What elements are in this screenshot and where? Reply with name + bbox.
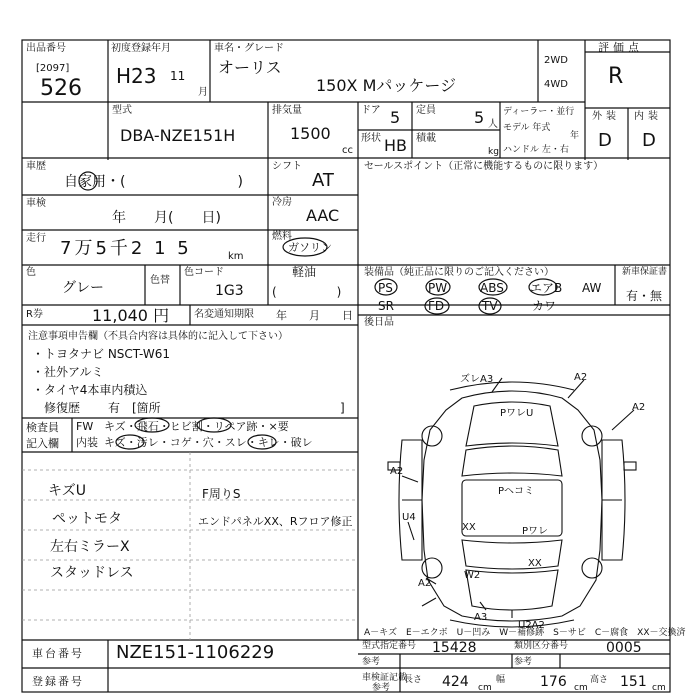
length-value: 424 <box>442 674 469 690</box>
remark-right-1: F周りS <box>202 487 241 501</box>
first-reg-label: 初度登録年月 <box>111 43 171 54</box>
person-unit: 人 <box>488 119 498 130</box>
inspector-row-2: キズ・汚レ・コゲ・穴・スレ・キレ・破レ <box>104 436 313 449</box>
exterior-score: D <box>598 130 612 151</box>
dmg-label-hood: PワレU <box>500 408 534 419</box>
car-name: オーリス <box>218 58 282 77</box>
note-line-3: ・タイヤ4本車内積込 <box>32 383 148 397</box>
ac-value: AAC <box>306 206 340 225</box>
score-value: R <box>608 64 624 89</box>
width-unit: cm <box>574 683 588 693</box>
mileage-value: 7万5千2 1 5 <box>60 238 192 259</box>
equip-abs: ABS <box>480 281 504 295</box>
lot-number: 526 <box>40 76 82 101</box>
reg-year: H23 <box>116 64 157 88</box>
notes-label: 注意事項申告欄（不具合内容は具体的に記入して下さい） <box>28 331 288 342</box>
chassis-label: 車台番号 <box>32 647 84 660</box>
inspector-label-2: 記入欄 <box>26 437 59 450</box>
height-label: 高さ <box>590 675 609 685</box>
equip-sr: SR <box>378 299 394 313</box>
class-num: 0005 <box>606 640 642 656</box>
type-num-label: 型式指定番号 <box>362 641 417 651</box>
remark-right-2: エンドパネルXX、Rフロア修正 <box>198 515 353 528</box>
interior-score: D <box>642 130 656 151</box>
width-value: 176 <box>540 674 567 690</box>
dmg-label-fender-r: A2 <box>632 402 646 413</box>
interior-label: 内装 <box>634 111 662 122</box>
remark-left-1: キズU <box>48 483 86 499</box>
month-unit: 月 <box>198 87 208 98</box>
r-label: R券 <box>26 309 43 320</box>
type-num-sub: 参考 <box>362 657 381 667</box>
car-name-label: 車名・グレード <box>214 43 284 54</box>
repair-close: ] <box>340 401 345 415</box>
color-change-label: 色替 <box>150 275 170 286</box>
dmg-label-rear-glass: Pワレ <box>522 526 549 537</box>
handle-label: ハンドル 左・右 <box>503 145 569 155</box>
dmg-label-rl-a2: A2 <box>418 578 432 589</box>
lot-label: 出品番号 <box>26 43 66 54</box>
after-items-label: 後日品 <box>364 317 394 328</box>
dmg-label-rear-a3: A3 <box>474 612 488 623</box>
drive-2wd: 2WD <box>544 55 568 66</box>
dmg-label-front: ズレA3 <box>460 374 494 385</box>
warranty-label: 新車保証書 <box>622 267 668 277</box>
fuel-diesel: 軽油 <box>292 265 317 279</box>
class-sub: 参考 <box>514 657 533 667</box>
fuel-gas: ガソリン <box>288 241 332 254</box>
sales-label: セールスポイント（正常に機能するものに限ります） <box>364 161 604 172</box>
equipment-label: 装備品（純正品に限りのご記入ください） <box>364 267 554 278</box>
width-label: 幅 <box>496 675 506 685</box>
car-damage-diagram <box>362 370 662 630</box>
km-unit: km <box>228 251 244 262</box>
dmg-label-rear-u2a2: U2A2 <box>518 620 545 630</box>
equip-fd: FD <box>428 299 445 313</box>
equip-airbag: エアB <box>530 281 563 295</box>
score-label: 評価点 <box>598 41 643 54</box>
year-unit: 年 <box>570 131 580 141</box>
type-num: 15428 <box>432 640 477 656</box>
history-label: 車歴 <box>26 161 46 172</box>
dmg-label-door-l: U4 <box>402 512 416 523</box>
remark-left-4: スタッドレス <box>50 565 134 581</box>
inspection-label: 車検 <box>26 198 46 209</box>
dmg-label-mirror-l: A2 <box>390 466 404 477</box>
equip-tv: TV <box>482 299 498 313</box>
color-value: グレー <box>62 280 104 296</box>
kg-unit: kg <box>488 147 499 157</box>
equip-aw: AW <box>582 281 602 295</box>
mileage-label: 走行 <box>26 233 46 244</box>
damage-legend: A－キズ E－エクボ U－凹み W－補修跡 S－サビ C－腐食 XX－交換済 <box>364 628 686 638</box>
chassis-number: NZE151-1106229 <box>116 642 275 663</box>
name-notice-label: 名変通知期限 <box>194 309 254 320</box>
reg-month: 11 <box>170 69 186 83</box>
inspector-fw: FW <box>76 420 94 433</box>
shape-label: 形状 <box>361 133 381 144</box>
color-label: 色 <box>26 267 36 278</box>
dmg-label-roof: Pヘコミ <box>498 486 535 497</box>
displacement-label: 排気量 <box>272 105 302 116</box>
registration-label: 登録番号 <box>32 675 84 688</box>
dmg-label-rear-xx: XX <box>528 558 542 569</box>
size-label: 車検証記載 <box>362 673 408 683</box>
repair-value: 有 [箇所 <box>108 401 161 415</box>
inspector-label-1: 検査員 <box>26 421 59 434</box>
height-value: 151 <box>620 674 647 690</box>
note-line-2: ・社外アルミ <box>32 365 104 379</box>
color-code: 1G3 <box>215 283 244 299</box>
load-label: 積載 <box>416 133 436 144</box>
cc-unit: cc <box>342 145 353 156</box>
capacity-label: 定員 <box>416 105 436 116</box>
dmg-label-side-xx: XX <box>462 522 476 533</box>
shift-value: AT <box>312 170 334 191</box>
inspection-value: 年 月( 日) <box>112 210 221 226</box>
remark-left-3: 左右ミラーX <box>50 539 130 555</box>
repair-label: 修復歴 <box>44 401 81 415</box>
equip-leather: カワ <box>532 299 557 313</box>
inspector-row-1: キズ・飛石・ヒビ割・リペア跡・×要 <box>104 420 289 433</box>
dmg-label-fr-corner: A2 <box>574 372 588 383</box>
dealer-label: ディーラー・並行 <box>503 107 575 117</box>
note-line-1: ・トヨタナビ NSCT-W61 <box>32 347 170 361</box>
grade: 150X Mパッケージ <box>316 76 457 95</box>
fuel-label: 燃料 <box>272 231 292 242</box>
equip-ps: PS <box>378 281 393 295</box>
class-label: 類別区分番号 <box>514 641 569 651</box>
door-label: ドア <box>361 105 381 116</box>
length-label: 長さ <box>404 675 423 685</box>
equip-pw: PW <box>428 281 448 295</box>
shape-value: HB <box>384 136 408 155</box>
model-label: 型式 <box>112 105 132 116</box>
height-unit: cm <box>652 683 666 693</box>
capacity-value: 5 <box>474 108 485 127</box>
exterior-label: 外装 <box>592 111 620 122</box>
dmg-label-w2: W2 <box>464 570 481 581</box>
color-code-label: 色コード <box>184 267 224 278</box>
inspector-interior: 内装 <box>76 436 98 449</box>
model-value: DBA-NZE151H <box>120 126 236 145</box>
model-year-label: モデル 年式 <box>503 123 551 133</box>
length-unit: cm <box>478 683 492 693</box>
r-value: 11,040 円 <box>92 306 170 325</box>
displacement-value: 1500 <box>290 124 331 143</box>
lot-sub: [2097] <box>36 63 70 74</box>
history-value: 自家用・( ) <box>64 174 243 190</box>
warranty-value: 有・無 <box>626 289 663 303</box>
doors-value: 5 <box>390 108 401 127</box>
ac-label: 冷房 <box>272 197 292 208</box>
size-sub: 参考 <box>372 683 391 693</box>
name-notice-value: 年 月 日 <box>276 309 353 322</box>
drive-4wd: 4WD <box>544 79 568 90</box>
fuel-paren: ( ) <box>272 285 342 299</box>
shift-label: シフト <box>272 161 302 172</box>
remark-left-2: ペットモタ <box>52 511 122 527</box>
